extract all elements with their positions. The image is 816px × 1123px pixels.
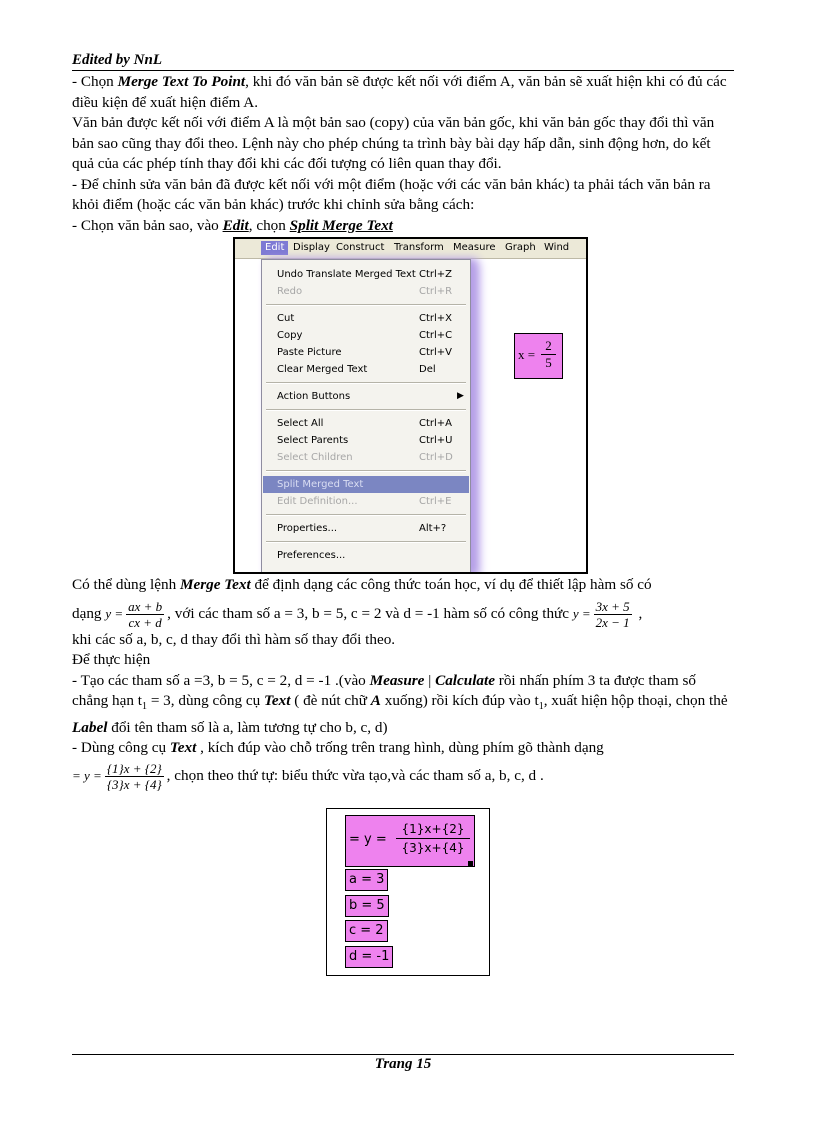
edit-menu-screenshot xyxy=(233,237,588,574)
submenu-arrow-icon: ▶ xyxy=(457,391,464,401)
menu-item-preferences[interactable]: Preferences... xyxy=(277,550,346,561)
menu-item-cut[interactable]: Cut Ctrl+X xyxy=(277,313,453,324)
param-a[interactable]: a = 3 xyxy=(345,869,388,891)
menu-measure[interactable]: Measure xyxy=(453,242,496,253)
param-c[interactable]: c = 2 xyxy=(345,920,388,942)
menu-separator xyxy=(266,382,466,384)
menu-item-clear-merged-text[interactable]: Clear Merged Text Del xyxy=(277,364,436,375)
menu-item-select-children: Select Children Ctrl+D xyxy=(277,452,453,463)
paragraph-2: Văn bản được kết nối với điểm A là một bản sao (copy) của văn bản gốc, khi văn bản gốc thay đổi thì văn bản sao cũng thay đổi theo. Lệnh này cho phép chúng ta trình bày bài dạy hấp dẫn, sinh động hơn, do kết quả của các phép tính thay đổi khi các đối tượng có liên quan thay đổi. xyxy=(72,114,715,172)
merged-text-x-value[interactable]: x = 2 5 xyxy=(514,333,563,379)
menu-separator xyxy=(266,409,466,411)
menu-item-select-parents[interactable]: Select Parents Ctrl+U xyxy=(277,435,453,446)
footer-divider xyxy=(72,1054,734,1055)
paragraph-4: - Chọn văn bản sao, vào Edit, chọn Split Merge Text xyxy=(72,216,393,234)
selection-handle[interactable] xyxy=(468,861,473,866)
menu-transform[interactable]: Transform xyxy=(394,242,444,253)
menu-item-edit-definition: Edit Definition... Ctrl+E xyxy=(277,496,452,507)
paragraph-8: - Dùng công cụ Text , kích đúp vào chỗ trống trên trang hình, dùng phím gõ thành dạng xyxy=(72,739,604,757)
parameters-screenshot xyxy=(326,808,490,976)
paragraph-1: - Chọn Merge Text To Point, khi đó văn bản sẽ được kết nối với điểm A, văn bản sẽ xuất hiện khi có đủ các điều kiện để xuất hiện điểm A. Văn bản được kết nối với điểm A là một bản sao (copy) của văn bản gốc, khi văn bản gốc thay đổi thì văn bản sao cũng thay đổi theo. Lệnh này cho phép chúng ta trình bày bài dạy hấp dẫn, sinh động hơn, do kết quả của các phép tính thay đổi khi các đối tượng có liên quan thay đổi. - Để chỉnh sửa văn bản đã được kết nối với một điểm (hoặc với các văn bản khác) ta phải tách văn bản ra khỏi điểm (hoặc các văn bản khác) trước khi chỉnh sửa bằng cách: - Chọn văn bản sao, vào Edit, chọn Split Merge Text xyxy=(72,72,734,236)
menu-edit[interactable]: Edit xyxy=(261,241,288,255)
edit-term: Edit xyxy=(222,216,249,234)
menu-separator xyxy=(266,304,466,306)
paragraph-5: Có thể dùng lệnh Merge Text để định dạng các công thức toán học, ví dụ để thiết lập hàm số có dạng y = $\frac{ax + b}{cx + d}$ , với các tham số a = 3, b = 5, c = 2 và d = -1 hàm số có công thức y = $\frac{3x + 5}{2x - 1}$ , khi các số a, b, c, d thay đổi thì hàm số thay đổi theo. Để thực hiện - Tạo các tham số a =3, b = 5, c = 2, d = -1 .(vào Measure | Calculate rồi nhấn phím 3 ta được tham số chẳng hạn $t_1 = 3$, dùng công cụ Text ( đè nút chữ A xuống) rồi kích đúp vào $t_1$, xuất hiện hộp thoại, chọn thẻ Label đổi tên tham số là a, làm tương tự cho b, c, d) - Dùng công cụ Text , kích đúp vào chỗ trống trên trang hình, dùng phím gõ thành dạng = y = $\frac{\{1\}x + \{2\}}{\{3\}x + \{4\}}$ , chọn theo thứ tự: biểu thức vừa tạo,và các tham số a, b, c, d . xyxy=(72,575,734,792)
menu-item-properties[interactable]: Properties... Alt+? xyxy=(277,523,447,534)
menu-bar xyxy=(235,239,586,259)
param-d[interactable]: d = -1 xyxy=(345,946,393,968)
menu-item-paste-picture[interactable]: Paste Picture Ctrl+V xyxy=(277,347,453,358)
merge-text-term: Merge Text xyxy=(180,576,251,593)
paragraph-3: - Để chỉnh sửa văn bản đã được kết nối với một điểm (hoặc với các văn bản khác) ta phải tách văn bản ra khỏi điểm (hoặc các văn bản khác) trước khi chỉnh sửa bằng cách: xyxy=(72,175,711,213)
menu-display[interactable]: Display xyxy=(293,242,330,253)
menu-window[interactable]: Wind xyxy=(544,242,570,253)
menu-item-split-merged-text[interactable]: Split Merged Text xyxy=(263,476,469,493)
formula-template: $\frac{\{1\}x + \{2\}}{\{3\}x + \{4\}}$ xyxy=(106,760,162,792)
menu-item-copy[interactable]: Copy Ctrl+C xyxy=(277,330,453,341)
formula-general: $\frac{ax + b}{cx + d}$ xyxy=(128,598,163,630)
page-number: Trang 15 xyxy=(374,1056,432,1072)
split-merge-text-term: Split Merge Text xyxy=(289,216,393,234)
menu-construct[interactable]: Construct xyxy=(336,242,385,253)
menu-item-redo: Redo Ctrl+R xyxy=(277,286,453,297)
menu-item-undo[interactable]: Undo Translate Merged Text Ctrl+Z xyxy=(277,269,453,280)
paragraph-6: Để thực hiện xyxy=(72,651,151,668)
menu-separator xyxy=(266,514,466,516)
menu-item-select-all[interactable]: Select All Ctrl+A xyxy=(277,418,453,429)
edit-dropdown-menu xyxy=(261,259,471,574)
param-b[interactable]: b = 5 xyxy=(345,895,389,917)
menu-item-action-buttons[interactable]: Action Buttons ▶ xyxy=(263,388,469,405)
merge-text-to-point-term: Merge Text To Point xyxy=(117,73,246,90)
formula-text-box[interactable]: = y = {1}x+{2} {3}x+{4} xyxy=(345,815,475,867)
menu-separator xyxy=(266,470,466,472)
menu-graph[interactable]: Graph xyxy=(505,242,536,253)
menu-separator xyxy=(266,541,466,543)
page-header: Edited by NnL xyxy=(72,50,734,71)
formula-specific: $\frac{3x + 5}{2x - 1}$ xyxy=(595,598,630,630)
paragraph-7: - Tạo các tham số a =3, b = 5, c = 2, d = -1 .(vào Measure | Calculate rồi nhấn phím 3 ta được tham số chẳng hạn $t_1 = 3$, dùng công cụ Text ( đè nút chữ A xuống) rồi kích đúp vào $t_1$, xuất hiện hộp thoại, chọn thẻ Label đổi tên tham số là a, làm tương tự cho b, c, d) xyxy=(72,671,728,736)
